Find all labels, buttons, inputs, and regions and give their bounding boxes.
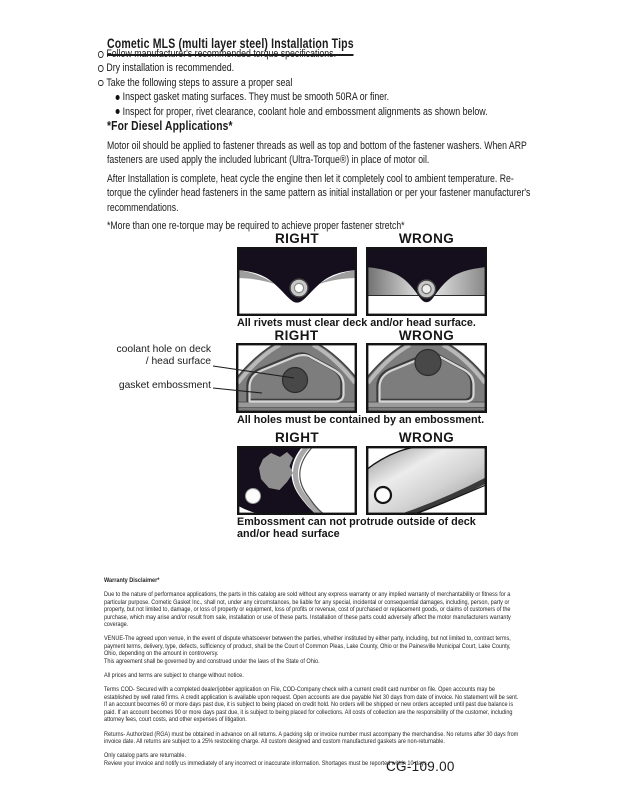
list-item-text: Inspect gasket mating surfaces. They must be smooth 50RA or finer. bbox=[122, 91, 390, 104]
sub-list-item bbox=[98, 90, 546, 104]
list-item bbox=[98, 47, 546, 61]
disclaimer-paragraph: Only catalog parts are returnable. bbox=[104, 752, 186, 760]
disclaimer-paragraph: All prices and terms are subject to change without notice. bbox=[104, 672, 244, 680]
warranty-disclaimer bbox=[104, 577, 521, 774]
diesel-paragraph: After Installation is complete, heat cycle the engine then let it completely cool to ambient temperature. Re-torque the cylinder head fasteners in the same pattern as initial installation or per your fastener manufacturer's recommendations. bbox=[107, 172, 531, 214]
wrong-label-row3: WRONG bbox=[398, 430, 455, 445]
installation-tips-list bbox=[98, 47, 546, 119]
diagram-embossment-right bbox=[236, 343, 357, 413]
disclaimer-heading: Warranty Disclaimer* bbox=[104, 577, 160, 584]
figure-caption-rivets: All rivets must clear deck and/or head surface. bbox=[237, 317, 476, 329]
open-bullet-icon bbox=[98, 65, 103, 72]
wrong-label-row1: WRONG bbox=[398, 231, 455, 246]
right-label-row2: RIGHT bbox=[274, 328, 319, 343]
diesel-paragraph: Motor oil should be applied to fastener threads as well as top and bottom of the fastener washers. When ARP fasteners are used apply the included lubricant (Ultra-Torque®) in place of motor oil. bbox=[107, 139, 527, 166]
list-item-text: Follow manufacturer's recommended torque specifications. bbox=[106, 48, 337, 60]
list-item-text: Take the following steps to assure a proper seal bbox=[106, 76, 293, 89]
disclaimer-paragraph: Returns- Authorized (RGA) must be obtained in advance on all returns. A packing slip or invoice number must accompany the merchandise. No returns after 30 days from invoice date. All returns are subject to a 25% restocking charge. All custom designed and custom manufactured gaskets are non-returnable. bbox=[104, 730, 519, 745]
annotation-coolant-hole: coolant hole on deck / head surface bbox=[116, 344, 211, 367]
diesel-applications-section bbox=[107, 119, 534, 238]
diagram-protrusion-right bbox=[237, 446, 357, 515]
disclaimer-paragraph: Terms COD- Secured with a completed dealer/jobber application on File, COD-Company check with a current credit card number on file. Open accounts may be established by well rated firms. A credit application is available upon request. Open accounts are due payable Net 30 days from date of invoice. No statement will be sent. If an account becomes 60 or more days past due, it is subject to being placed on credit hold. No orders will be shipped or new orders accepted until past due balance is paid. If an account becomes 90 or more days past due, it is subject to being placed for collections. All costs of collection are the responsibility of the customer, including attorney fees, court costs, and other expenses of litigation. bbox=[104, 686, 519, 724]
right-label-row3: RIGHT bbox=[275, 430, 319, 445]
disclaimer-paragraph: Due to the nature of performance applications, the parts in this catalog are sold without any express warranty or any implied warranty of merchantability or fitness for a particular purpose. Cometic Gasket Inc., shall not, under any circumstances, be liable for any special, incidental or consequential damages, including, person, party or property, but not limited to, damage, or loss of property or equipment, loss of profits or revenue, cost of purchased or replacement goods, or claims of customers of the purchase, which may arise and/or result from sale, installation or use of these parts. Installation of these parts could adversely affect the motor manufacturers warranty coverage. bbox=[104, 591, 511, 629]
sub-list-item bbox=[98, 105, 546, 119]
annotation-gasket-embossment: gasket embossment bbox=[118, 380, 211, 391]
list-item-text: Dry installation is recommended. bbox=[106, 62, 235, 75]
figure-caption-protrusion: Embossment can not protrude outside of deck and/or head surface bbox=[237, 516, 476, 540]
diesel-heading: *For Diesel Applications* bbox=[107, 118, 233, 133]
open-bullet-icon bbox=[98, 51, 103, 58]
disclaimer-paragraph: VENUE-The agreed upon venue, in the event of dispute whatsoever between the parties, whether instituted by either party, including, but not limited to, contract terms, payment terms, delivery, type, defects, sufficiency of product, shall be the Court of Common Pleas, Lake County, Ohio or the Painesville Municipal Court, Lake County, Ohio, depending on the amount in controversy. bbox=[104, 635, 511, 658]
filled-bullet-icon bbox=[116, 95, 120, 100]
disclaimer-paragraph: Review your invoice and notify us immediately of any incorrect or inaccurate information. Shortages must be reported within 10 days. bbox=[104, 759, 429, 767]
open-bullet-icon bbox=[98, 80, 103, 87]
diagram-protrusion-wrong bbox=[366, 446, 487, 515]
disclaimer-paragraph: This agreement shall be governed by and construed under the laws of the State of Ohio. bbox=[104, 657, 320, 665]
diagram-rivets-right bbox=[237, 247, 357, 316]
list-item-text: Inspect for proper, rivet clearance, coolant hole and embossment alignments as shown below. bbox=[122, 105, 488, 118]
diesel-paragraph: *More than one re-torque may be required to achieve proper fastener stretch* bbox=[107, 220, 405, 232]
page-code: CG-109.00 bbox=[386, 759, 455, 774]
list-item bbox=[98, 61, 546, 75]
filled-bullet-icon bbox=[116, 109, 120, 114]
diagram-rivets-wrong bbox=[366, 247, 487, 316]
figure-caption-holes: All holes must be contained by an embossment. bbox=[237, 414, 485, 426]
right-label-row1: RIGHT bbox=[275, 231, 319, 246]
wrong-label-row2: WRONG bbox=[398, 328, 455, 343]
list-item bbox=[98, 76, 546, 90]
diagram-embossment-wrong bbox=[366, 343, 487, 413]
page-title: Cometic MLS (multi layer steel) Installation Tips bbox=[107, 36, 354, 56]
